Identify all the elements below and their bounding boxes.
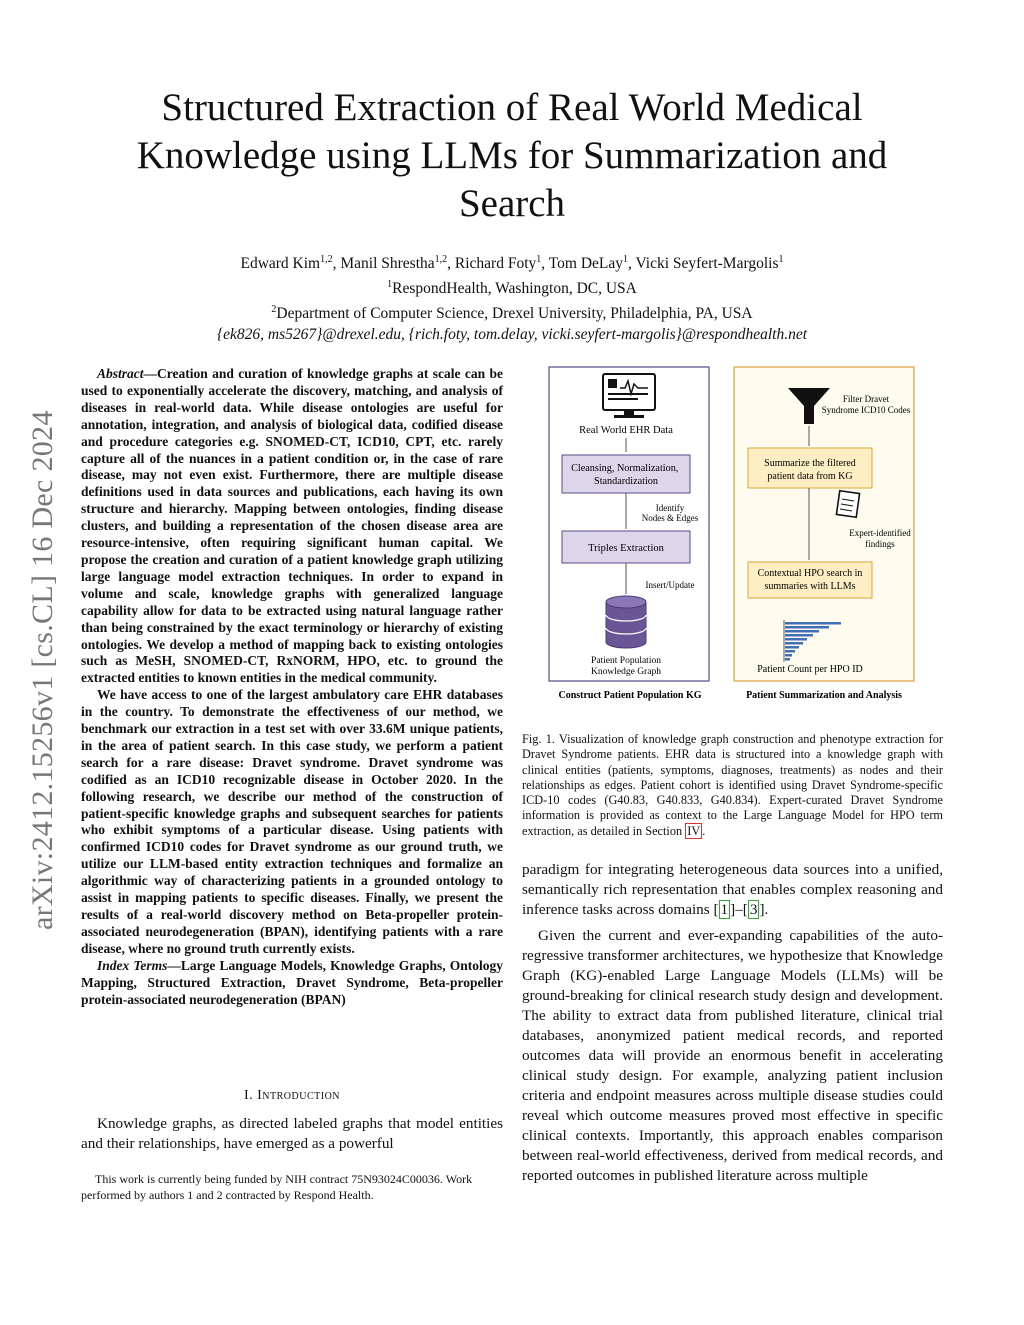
abstract-label: Abstract	[97, 366, 144, 381]
hpo-search-line1: Contextual HPO search in	[757, 568, 863, 579]
author-name: Edward Kim	[240, 255, 321, 273]
edge-label-insert-update: Insert/Update	[645, 580, 695, 590]
section-heading	[81, 1088, 503, 1104]
abstract-text: Creation and curation of knowledge graphs at scale can be used to exponentially accelerate the discovery, matching, and analysis of diseases in real-world data. While disease ontologies are useful for annotation, integration, and analysis of biological data, codified disease and procedure categories e.g. SNOMED-CT, ICD10, CPT, etc. rarely capture all of the nuances in a patient condition or, in the case of rare disease, may not even exist. Furthermore, there are multiple disease definitions used in data sources and publications, each having its own structure and hierarchy. Mapping between ontologies, finding disease clusters, and building a representation of the chosen disease area are resource-intensive, often requiring significant human capital. We propose the creation and curation of a patient knowledge graph utilizing large language model extraction techniques. In order to expand in volume and scale, knowledge graphs with generalized language capability allow for data to be extracted using natural language rather than being constrained by the exact terminology or hierarchy of existing ontologies. We develop a method of mapping back to existing ontologies such as MeSH, SNOMED-CT, RxNORM, HPO, etc. to ground the extracted entities to known entities in the medical community.	[81, 366, 503, 686]
index-terms-text: Large Language Models, Knowledge Graphs, Ontology Mapping, Structured Extraction, Dravet Syndrome, Beta-propeller protein-associated neurodegeneration (BPAN)	[81, 957, 504, 1007]
author-affiliation-mark: 1	[778, 254, 784, 265]
index-terms-label: Index Terms	[97, 957, 168, 973]
citation-link[interactable]: 1	[720, 901, 729, 918]
index-terms: Index Terms—Large Language Models, Knowledge Graphs, Ontology Mapping, Structured Extraction, Dravet Syndrome, Beta-propeller protein-associated neurodegeneration (BPAN)	[81, 957, 504, 1007]
affiliation-number: 1	[387, 279, 393, 291]
author-name: Manil Shrestha	[340, 255, 435, 273]
cleansing-box	[562, 455, 690, 493]
chart-label: Patient Count per HPO ID	[757, 664, 863, 675]
affiliation-number: 2	[271, 304, 277, 316]
summarize-line1: Summarize the filtered	[764, 458, 856, 469]
edge-label-nodes-edges: Nodes & Edges	[641, 513, 699, 523]
expert-label-line1: Expert-identified	[849, 528, 911, 538]
author-name: Vicki Seyfert-Margolis	[635, 255, 779, 273]
arxiv-sidebar-stamp: arXiv:2412.15256v1 [cs.CL] 16 Dec 2024	[26, 410, 59, 930]
abstract-column	[81, 366, 503, 1008]
db-label-line2: Knowledge Graph	[591, 667, 661, 677]
author-affiliation-mark: 1,2	[320, 254, 333, 265]
section-title: Introduction	[257, 1088, 341, 1103]
author-affiliation-mark: 1	[623, 254, 629, 265]
intro-paragraph: Knowledge graphs, as directed labeled graphs that model entities and their relationships, have emerged as a powerful	[81, 1115, 503, 1152]
right-paragraph-1: paradigm for integrating heterogeneous data sources into a unified, semantically rich representation that enables complex reasoning and inference tasks across domains [ 1 ]–[ 3 ].	[522, 861, 943, 918]
section-ref-link[interactable]: IV	[687, 823, 701, 838]
figure-1	[548, 366, 916, 706]
citation-link[interactable]: 3	[749, 901, 758, 918]
author-name: Richard Foty	[454, 255, 537, 273]
author-emails: {ek826, ms5267}@drexel.edu, {rich.foty, tom.delay, vicki.seyfert-margolis}@respondhealth.net	[216, 326, 808, 344]
cleansing-box-label-line2: Standardization	[594, 476, 658, 487]
right-paragraph-2: Given the current and ever-expanding capabilities of the auto-regressive transformer architectures, we hypothesize that Knowledge Graph (KG)-enabled Large Language Models (LLMs) will be ground-breaking for clinical research study design and development. The ability to extract data from published literature, clinical trial databases, anonymized patient medical records, and reported outcomes data will provide an enormous benefit in accelerating clinical study design. For example, analyzing patient inclusion criteria and endpoint measures across multiple disease studies could reveal which outcome measures proved most effective in specific clinical contexts. Importantly, this approach enables comparison between real-world effectiveness, derived from medical records, and reported outcomes in published literature across multiple	[522, 927, 943, 1184]
affiliation-text: Department of Computer Science, Drexel University, Philadelphia, PA, USA	[276, 305, 753, 323]
ehr-label: Real World EHR Data	[579, 425, 673, 436]
expert-label-line2: findings	[865, 539, 895, 549]
document-icon	[836, 491, 859, 518]
right-paragraph-1-text: paradigm for integrating heterogeneous data sources into a unified, semantically rich representation that enables complex reasoning and inference tasks across domains	[522, 861, 943, 918]
author-affiliation-mark: 1,2	[434, 254, 448, 265]
right-panel-heading: Patient Summarization and Analysis	[746, 690, 902, 701]
db-label-line1: Patient Population	[591, 656, 661, 666]
section-number: I.	[243, 1088, 254, 1103]
caption-end: .	[702, 823, 706, 838]
caption-label: Fig. 1.	[522, 732, 555, 746]
edge-label-identify: Identify	[655, 503, 685, 513]
summarize-line2: patient data from KG	[767, 471, 853, 482]
figure-caption	[522, 732, 943, 839]
cleansing-box-label: Cleansing, Normalization, Standardization	[571, 463, 679, 487]
paragraph-end: .	[764, 901, 769, 918]
paper-title: Structured Extraction of Real World Medical Knowledge using LLMs for Summarization and Search	[136, 86, 888, 225]
right-column-body	[522, 860, 943, 1186]
funding-footnote: This work is currently being funded by NIH contract 75N93024C00036. Work performed by authors 1 and 2 contracted by Respond Health.	[81, 1172, 473, 1202]
author-block	[80, 249, 944, 345]
hpo-search-line2: summaries with LLMs	[764, 581, 856, 592]
triples-extraction-label: Triples Extraction	[588, 543, 664, 554]
abstract-paragraph-2: We have access to one of the largest ambulatory care EHR databases in the country. To demonstrate the effectiveness of our method, we benchmark our extraction in a test set with over 33.6M unique patients, in the area of patient search. In this case study, we perform a patient search for a rare disease: Dravet syndrome. Dravet syndrome was codified as an ICD10 recognizable disease in October 2020. In the following research, we describe our method of the construction of patient-specific knowledge graphs and subsequent searches for patients who exhibit symptoms of a particular disease. Using patients with confirmed ICD10 codes for Dravet syndrome as our ground truth, we utilize our LLM-based entity extraction techniques and formalize an algorithmic way of characterizing patients in a grounded ontology to assist in mapping patients to specific diseases. Finally, we present the results of a real-world discovery method on Beta-propeller protein-associated neurodegeneration (BPAN), identifying patients with a rare disease, where no ground truth currently exists.	[81, 687, 503, 956]
caption-text: Visualization of knowledge graph construction and phenotype extraction for Dravet Syndrome patients. EHR data is structured into a knowledge graph with clinical entities (patients, symptoms, diagnoses, treatments) as nodes and their relationships as edges. Patient cohort is identified using Dravet Syndrome-specific ICD-10 codes (G40.83, G40.833, G40.834). Expert-curated Dravet Syndrome information is provided as context to the Large Language Model for HPO term extraction, as detailed in Section	[522, 732, 943, 838]
abstract-paragraph: Abstract—Creation and curation of knowledge graphs at scale can be used to exponentially accelerate the discovery, matching, and analysis of diseases in real-world data. While disease ontologies are useful for annotation, integration, and analysis of biological data, codified disease and procedure categories e.g. SNOMED-CT, ICD10, CPT, etc. rarely capture all of the nuances in a patient condition or, in the case of rare disease, may not even exist. Furthermore, there are multiple disease definitions used in data sources and publications, each having its own structure and hierarchy. Mapping between ontologies, finding disease clusters, and building a representation of the chosen disease area are resource-intensive, often requiring significant human capital. We propose the creation and curation of a patient knowledge graph utilizing large language model extraction techniques. In order to expand in volume and scale, knowledge graphs with generalized language capability allow for data to be extracted using natural language rather than being constrained by the exact terminology or hierarchy of existing ontologies. We develop a method of mapping back to existing ontologies such as MeSH, SNOMED-CT, RxNORM, HPO, etc. to ground the extracted entities to known entities in the medical community.	[81, 366, 503, 686]
affiliation-text: RespondHealth, Washington, DC, USA	[392, 280, 637, 298]
affiliation-line	[80, 274, 944, 299]
left-panel-heading: Construct Patient Population KG	[558, 690, 702, 701]
author-list: Edward Kim$^{1,2}$, Manil Shrestha$^{1,2}$, Richard Foty$^1$, Tom DeLay$^1$, Vicki Seyfert-Margolis$^1$	[240, 254, 784, 273]
filter-label-line1: Filter Dravet	[842, 394, 890, 404]
citation-dash: –	[735, 901, 743, 918]
filter-label-line2: Syndrome ICD10 Codes	[821, 405, 911, 415]
database-icon	[606, 596, 646, 648]
author-name: Tom DeLay	[548, 255, 624, 273]
author-affiliation-mark: 1	[536, 254, 542, 265]
affiliation-line	[80, 299, 944, 324]
